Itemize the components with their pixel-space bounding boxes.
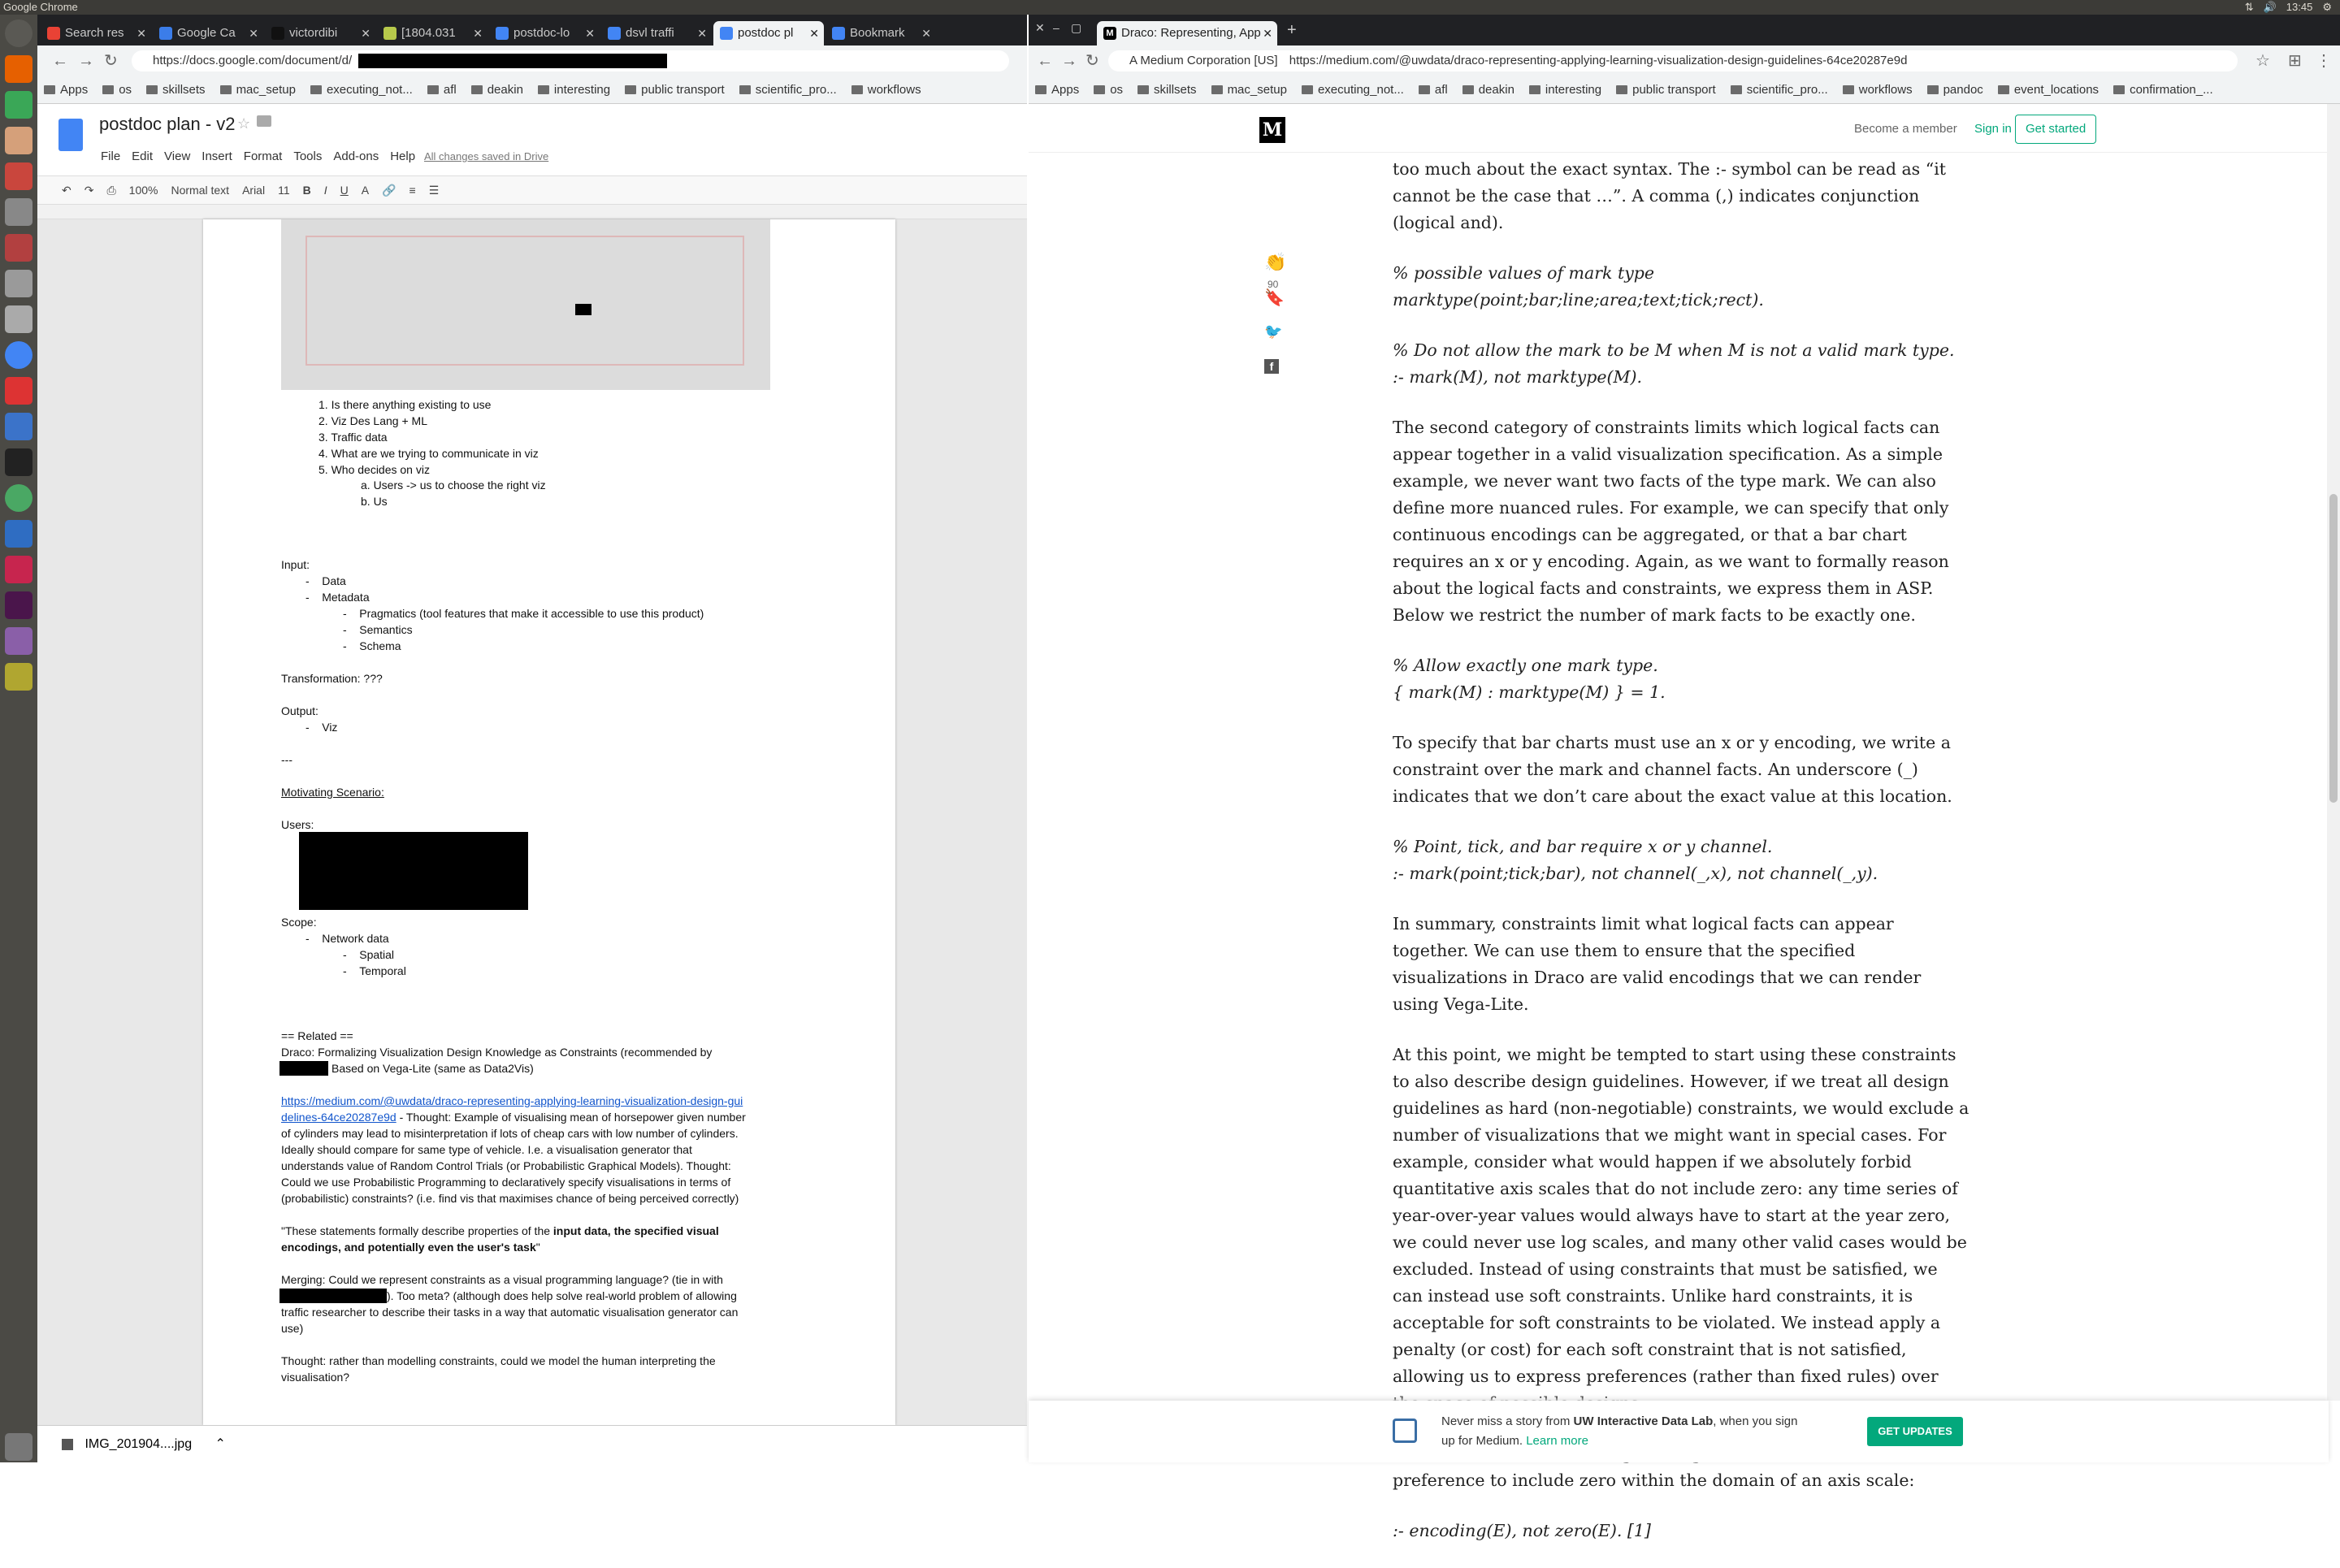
disk-icon[interactable] xyxy=(5,270,32,297)
folder-icon xyxy=(1616,85,1627,94)
draco-line2: Based on Vega-Lite (same as Data2Vis) xyxy=(332,1062,534,1075)
folder-icon xyxy=(310,85,322,94)
bookmark-label: workflows xyxy=(1858,83,1913,97)
facebook-icon[interactable]: f xyxy=(1264,359,1279,374)
code-line-5: :- encoding(E), not zero(E). [1] xyxy=(1393,1521,1651,1540)
docs-toolbar xyxy=(37,175,1027,205)
bookmark-label: Apps xyxy=(1051,83,1080,97)
redacted-merging xyxy=(280,1289,387,1303)
bookmark-10[interactable] xyxy=(852,83,921,97)
bookmark-label: public transport xyxy=(641,83,725,97)
scrollbar[interactable] xyxy=(2327,104,2340,1401)
left-tab-0[interactable] xyxy=(41,21,151,45)
app4-icon[interactable] xyxy=(5,556,32,583)
bookmark-10[interactable] xyxy=(1843,83,1913,97)
tab-favicon-icon xyxy=(47,27,60,40)
docs-logo-icon[interactable] xyxy=(58,119,83,151)
left-tab-label: postdoc pl xyxy=(738,26,794,40)
folder-icon xyxy=(471,85,483,94)
bookmark-3[interactable] xyxy=(220,83,296,97)
bookmark-label: os xyxy=(1110,83,1124,97)
text-color-icon[interactable]: A xyxy=(361,184,370,197)
tab-close-icon[interactable]: ✕ xyxy=(361,27,370,40)
bookmark-7[interactable] xyxy=(538,83,610,97)
folder-icon xyxy=(625,85,636,94)
menu-insert[interactable]: Insert xyxy=(202,149,232,163)
zoom-select[interactable]: 100% xyxy=(128,184,158,197)
bookmark-3[interactable] xyxy=(1211,83,1287,97)
bookmark-label: workflows xyxy=(867,83,921,97)
bookmark-label: confirmation_... xyxy=(2130,83,2213,97)
document-canvas xyxy=(37,219,1027,1425)
left-tab-label: dsvl traffi xyxy=(626,26,674,40)
font-select[interactable]: Arial xyxy=(242,184,266,197)
folder-icon xyxy=(739,85,751,94)
tab-close-icon[interactable]: ✕ xyxy=(585,27,595,40)
star-icon[interactable]: ☆ xyxy=(237,115,251,132)
ruler[interactable] xyxy=(37,205,1027,219)
right-toolbar xyxy=(1029,45,2340,76)
bookmark-label: public transport xyxy=(1632,83,1716,97)
tab-draco[interactable] xyxy=(1097,21,1277,45)
bookmark-12[interactable] xyxy=(1998,83,2099,97)
code-comment-1: % possible values of mark type xyxy=(1393,263,1655,283)
left-tab-label: Bookmark xyxy=(850,26,905,40)
italic-icon[interactable]: I xyxy=(323,184,327,197)
bookmark-label: afl xyxy=(443,83,457,97)
menu-format[interactable]: Format xyxy=(243,149,283,163)
folder-icon xyxy=(1094,85,1105,94)
quote-start: "These statements formally describe properties of the xyxy=(281,1224,553,1237)
redacted-name xyxy=(280,1061,328,1076)
bookmark-label: skillsets xyxy=(1154,83,1197,97)
menu-add-ons[interactable]: Add-ons xyxy=(333,149,379,163)
folder-icon xyxy=(1211,85,1223,94)
bookmark-label: executing_not... xyxy=(326,83,413,97)
left-tab-2[interactable] xyxy=(265,21,375,45)
bookmark-label: deakin xyxy=(487,83,523,97)
bookmark-1[interactable] xyxy=(102,83,132,97)
bookmark-9[interactable] xyxy=(1731,83,1828,97)
article-action-sidebar xyxy=(1264,252,1297,374)
save-status[interactable]: All changes saved in Drive xyxy=(424,150,549,162)
footer-text-3: up for Medium. xyxy=(1441,1434,1527,1448)
left-bookmarks-bar xyxy=(37,76,1027,104)
left-tab-label: [1804.031 xyxy=(401,26,456,40)
motivating-heading: Motivating Scenario: xyxy=(281,786,384,799)
paragraph-bar-charts: To specify that bar charts must use an x or y encoding, we write a constraint over the mark and channel facts. An underscore (_) indicates that we don’t care about the exact value at this location. xyxy=(1393,733,1952,806)
disk2-icon[interactable] xyxy=(5,305,32,333)
left-tab-4[interactable] xyxy=(489,21,600,45)
merging-line4: use) xyxy=(281,1322,304,1335)
drive-icon[interactable] xyxy=(5,198,32,226)
left-tab-6[interactable] xyxy=(713,21,824,45)
right-url: https://medium.com/@uwdata/draco-representing-applying-learning-visualization-design-guidelines-64ce20287e9d xyxy=(1289,54,1908,67)
redacted-users xyxy=(299,832,528,910)
bookmark-9[interactable] xyxy=(739,83,837,97)
medium-favicon-icon: M xyxy=(1103,27,1116,40)
clap-icon[interactable]: 👏90 xyxy=(1264,252,1287,291)
list-item: 5. Who decides on viz xyxy=(318,463,430,476)
medium-link-2[interactable]: delines-64ce20287e9d xyxy=(281,1111,396,1124)
medium-logo-icon[interactable]: M xyxy=(1259,117,1285,143)
bookmark-label: Apps xyxy=(60,83,89,97)
bold-icon[interactable]: B xyxy=(302,184,311,197)
files-icon[interactable] xyxy=(5,127,32,154)
scope-heading: Scope: xyxy=(281,916,317,929)
meta-pragmatics: Pragmatics (tool features that make it accessible to use this product) xyxy=(359,607,704,620)
quote-end: " xyxy=(535,1241,540,1254)
app5-icon[interactable] xyxy=(5,627,32,655)
right-address-bar[interactable] xyxy=(1108,50,2238,71)
list-icon[interactable]: ☰ xyxy=(428,183,440,197)
thought1-line3: Ideally should compare for same type of vehicle. I.e. a visualisation generator that xyxy=(281,1143,692,1156)
redo-icon[interactable]: ↷ xyxy=(84,183,94,197)
separator-dashes: --- xyxy=(281,753,292,766)
tab-favicon-icon xyxy=(832,27,845,40)
left-url: https://docs.google.com/document/d/ xyxy=(153,54,353,67)
bookmark-1[interactable] xyxy=(1094,83,1123,97)
scrollbar-thumb[interactable] xyxy=(2329,494,2338,803)
folder-icon xyxy=(102,85,114,94)
bookmark-label: pandoc xyxy=(1943,83,1983,97)
tab-close-icon[interactable]: ✕ xyxy=(809,27,819,40)
forward-icon[interactable]: → xyxy=(78,52,94,70)
uwdata-logo-icon xyxy=(1393,1419,1417,1443)
quote-bold2: encodings, and potentially even the user's task xyxy=(281,1241,536,1254)
merging-line2: ). Too meta? (although does help solve real-world problem of allowing xyxy=(387,1289,737,1302)
tab-favicon-icon xyxy=(496,27,509,40)
list-item: 4. What are we trying to communicate in viz xyxy=(318,447,539,460)
underline-icon[interactable]: U xyxy=(340,184,349,197)
app6-icon[interactable] xyxy=(5,663,32,691)
editor-icon[interactable] xyxy=(5,520,32,548)
twitter-icon[interactable]: 🐦 xyxy=(1264,323,1283,340)
downloads-bar xyxy=(37,1425,1027,1462)
tab-favicon-icon xyxy=(159,27,172,40)
trash-icon[interactable] xyxy=(5,1433,32,1461)
bookmark-label: deakin xyxy=(1478,83,1514,97)
thought1-line5: Could we use Probabilistic Programming to declaratively specify visualisations in terms of xyxy=(281,1176,731,1189)
tab-close-icon[interactable]: ✕ xyxy=(1263,27,1272,40)
folder-icon xyxy=(538,85,549,94)
folder-icon xyxy=(1731,85,1742,94)
left-toolbar xyxy=(37,45,1027,76)
reload-icon-right[interactable]: ↻ xyxy=(1086,52,1099,70)
numbered-list xyxy=(318,396,539,478)
thought1-line6: (probabilistic) constraints? (i.e. find vis that maximises chance of being perceived correctly) xyxy=(281,1192,739,1205)
security-label[interactable]: A Medium Corporation [US] xyxy=(1129,54,1278,67)
meta-schema: Schema xyxy=(359,639,401,652)
size-select[interactable]: 11 xyxy=(278,184,290,197)
bookmark-label: scientific_pro... xyxy=(1746,83,1828,97)
menu-file[interactable]: File xyxy=(101,149,121,163)
code-line-1: marktype(point;bar;line;area;text;tick;rect). xyxy=(1393,290,1764,310)
left-tab-1[interactable] xyxy=(153,21,263,45)
bookmark-13[interactable] xyxy=(2113,83,2213,97)
input-heading: Input: xyxy=(281,558,310,571)
left-address-bar[interactable] xyxy=(132,50,1009,71)
merging-line1: Merging: Could we represent constraints as a visual programming language? (tie in with xyxy=(281,1273,723,1286)
bookmark-8[interactable] xyxy=(1616,83,1716,97)
dash-icon[interactable] xyxy=(5,19,32,47)
left-tab-label: victordibi xyxy=(289,26,338,40)
docs-header xyxy=(37,104,1027,175)
left-tab-3[interactable] xyxy=(377,21,488,45)
left-tab-label: Search res xyxy=(65,26,124,40)
footer-text-1: Never miss a story from xyxy=(1441,1414,1574,1428)
menu-tools[interactable]: Tools xyxy=(293,149,323,163)
bookmark-6[interactable] xyxy=(471,83,523,97)
bookmark-label: executing_not... xyxy=(1317,83,1404,97)
list-item: 3. Traffic data xyxy=(318,431,388,444)
meta-semantics: Semantics xyxy=(359,623,413,636)
right-bookmarks-bar xyxy=(1029,76,2340,104)
doc-title[interactable]: postdoc plan - v2 xyxy=(99,114,236,134)
become-member-link[interactable]: Become a member xyxy=(1854,122,1957,136)
chevron-up-icon[interactable]: ⌃ xyxy=(214,1437,226,1451)
bookmark-label: os xyxy=(119,83,132,97)
folder-icon xyxy=(1529,85,1540,94)
tab-favicon-icon xyxy=(271,27,284,40)
extension-icon[interactable]: ⊞ xyxy=(2288,52,2302,70)
folder-icon xyxy=(44,85,55,94)
quote-bold1: input data, the specified visual xyxy=(552,1224,719,1237)
bookmark-2[interactable] xyxy=(146,83,206,97)
left-tab-5[interactable] xyxy=(601,21,712,45)
clap-count: 90 xyxy=(1268,279,1279,291)
undo-icon[interactable]: ↶ xyxy=(62,183,72,197)
input-data: Data xyxy=(322,574,346,587)
docs-icon[interactable] xyxy=(5,413,32,440)
transformation-line: Transformation: ??? xyxy=(281,672,383,685)
tab-draco-label: Draco: Representing, App xyxy=(1121,26,1261,40)
sublist-a: a. Users -> us to choose the right viz xyxy=(361,479,546,492)
sign-in-link[interactable]: Sign in xyxy=(1974,122,2012,136)
app2-icon[interactable] xyxy=(5,377,32,405)
left-tab-7[interactable] xyxy=(826,21,936,45)
bookmark-0[interactable] xyxy=(44,83,88,97)
slack-icon[interactable] xyxy=(5,591,32,619)
folder-icon xyxy=(1035,85,1046,94)
tab-favicon-icon xyxy=(384,27,396,40)
scope-spatial: Spatial xyxy=(359,948,395,961)
spreadsheet-icon[interactable] xyxy=(5,91,32,119)
download-item[interactable]: IMG_201904....jpg xyxy=(84,1437,193,1451)
get-started-button[interactable]: Get started xyxy=(2015,115,2096,144)
get-updates-button[interactable]: GET UPDATES xyxy=(1867,1417,1963,1446)
users-heading: Users: xyxy=(281,818,314,831)
bookmark-6[interactable] xyxy=(1462,83,1514,97)
folder-icon xyxy=(1462,85,1474,94)
draco-line1: Draco: Formalizing Visualization Design Knowledge as Constraints (recommended by xyxy=(281,1046,713,1059)
footer-text-2: , when you sign xyxy=(1713,1414,1798,1428)
system-tray xyxy=(2245,0,2332,15)
bookmark-4[interactable] xyxy=(1302,83,1404,97)
paragraph-second-category: The second category of constraints limits which logical facts can appear together in a valid visualization specification. As a simple example, we never want two facts of the type mark. We can also define more nuanced rules. For example, we can specify that only continuous encodings can be aggregated, or that a bar chart requires an x or y encoding. Again, as we want to formally reason about the logical facts and constraints, we express them in ASP. Below we restrict the number of mark facts to be exactly one. xyxy=(1393,418,1949,625)
bookmark-0[interactable] xyxy=(1035,83,1079,97)
paragraph-asp-code: preference to include zero within the domain of an axis scale: xyxy=(1393,1471,1915,1490)
code-line-4: :- mark(point;tick;bar), not channel(_,x), not channel(_,y). xyxy=(1393,864,1878,883)
output-heading: Output: xyxy=(281,704,318,717)
menu-icon[interactable]: ⋮ xyxy=(2316,52,2332,70)
input-metadata: Metadata xyxy=(322,591,370,604)
system-top-bar xyxy=(0,0,2340,15)
menu-view[interactable]: View xyxy=(164,149,191,163)
sublist-b: b. Us xyxy=(361,495,388,508)
bookmark-label: skillsets xyxy=(162,83,206,97)
medium-footer-banner xyxy=(1029,1401,2329,1462)
whiteboard-image[interactable] xyxy=(281,219,770,390)
bookmark-7[interactable] xyxy=(1529,83,1601,97)
left-browser-window xyxy=(37,15,1027,1462)
thought2-line1: Thought: rather than modelling constraints, could we model the human interpreting the xyxy=(281,1354,716,1367)
app3-icon[interactable] xyxy=(5,484,32,512)
window-min-icon[interactable]: – xyxy=(1053,21,1060,34)
folder-icon xyxy=(220,85,232,94)
back-icon[interactable]: ← xyxy=(52,52,68,70)
folder-icon xyxy=(1302,85,1313,94)
window-close-icon[interactable]: ✕ xyxy=(1035,21,1045,34)
bookmark-8[interactable] xyxy=(625,83,725,97)
folder-icon xyxy=(1998,85,2009,94)
left-tab-label: Google Ca xyxy=(177,26,236,40)
medium-link-1[interactable]: https://medium.com/@uwdata/draco-representing-applying-learning-visualization-design-gui xyxy=(281,1094,743,1107)
back-icon-right[interactable]: ← xyxy=(1037,52,1053,70)
tab-close-icon[interactable]: ✕ xyxy=(249,27,258,40)
thought1-start: - Thought: Example of visualising mean of horsepower given number xyxy=(396,1111,746,1124)
bookmark-label: interesting xyxy=(553,83,611,97)
folder-icon xyxy=(1419,85,1430,94)
chrome-icon[interactable] xyxy=(5,341,32,369)
align-icon[interactable]: ≡ xyxy=(409,184,416,197)
power-icon[interactable]: ⚙ xyxy=(2322,1,2332,13)
medium-header xyxy=(1029,104,2329,153)
bookmark-2[interactable] xyxy=(1138,83,1197,97)
window-title: Google Chrome xyxy=(3,1,78,13)
terminal-icon[interactable] xyxy=(5,448,32,476)
forward-icon-right[interactable]: → xyxy=(1061,52,1077,70)
thought1-line4: understands value of Random Control Trials (or Probabilistic Graphical Models). Thought: xyxy=(281,1159,731,1172)
tab-close-icon[interactable]: ✕ xyxy=(921,27,931,40)
network-icon[interactable]: ⇅ xyxy=(2244,1,2254,13)
left-tab-label: postdoc-lo xyxy=(514,26,570,40)
thought2-line2: visualisation? xyxy=(281,1371,350,1384)
docs-menu-bar xyxy=(101,149,415,163)
link-icon[interactable]: 🔗 xyxy=(382,183,396,197)
list-item: 1. Is there anything existing to use xyxy=(318,398,492,411)
code-line-3: { mark(M) : marktype(M) } = 1. xyxy=(1393,682,1666,702)
firefox-icon[interactable] xyxy=(5,55,32,83)
code-comment-4: % Point, tick, and bar require x or y channel. xyxy=(1393,837,1773,856)
redacted-url xyxy=(358,54,667,68)
clock[interactable]: 13:45 xyxy=(2286,1,2313,13)
paragraph-syntax: too much about the exact syntax. The :- symbol can be read as “it cannot be the case that …”. A comma (,) indicates conjunction (logical and). xyxy=(1393,159,1946,232)
right-tab-strip xyxy=(1029,15,2340,45)
tool-icon[interactable] xyxy=(5,162,32,190)
bookmark-label: mac_setup xyxy=(1227,83,1287,97)
bookmark-label: mac_setup xyxy=(236,83,296,97)
bookmark-4[interactable] xyxy=(310,83,413,97)
bookmark-label: afl xyxy=(1434,83,1448,97)
folder-icon xyxy=(1843,85,1854,94)
folder-icon[interactable] xyxy=(257,115,271,127)
tab-close-icon[interactable]: ✕ xyxy=(697,27,707,40)
menu-help[interactable]: Help xyxy=(390,149,416,163)
app-icon[interactable] xyxy=(5,234,32,262)
bookmark-star-icon[interactable]: ☆ xyxy=(2256,52,2270,70)
list-item: 2. Viz Des Lang + ML xyxy=(318,414,427,427)
right-browser-window xyxy=(1029,15,2340,1540)
folder-icon xyxy=(1927,85,1939,94)
thought1-line2: of cylinders may lead to misinterpretation if lots of cheap cars with low number of cylinders. xyxy=(281,1127,739,1140)
image-file-icon xyxy=(62,1439,73,1450)
launcher xyxy=(0,15,37,1462)
reload-icon[interactable]: ↻ xyxy=(104,52,118,70)
folder-icon xyxy=(427,85,439,94)
footer-org: UW Interactive Data Lab xyxy=(1573,1414,1714,1428)
folder-icon xyxy=(852,85,863,94)
tab-favicon-icon xyxy=(608,27,621,40)
code-comment-3: % Allow exactly one mark type. xyxy=(1393,656,1658,675)
bookmark-5[interactable] xyxy=(1419,83,1448,97)
left-tab-strip xyxy=(37,15,1027,45)
document-page[interactable]: 1. Is there anything existing to use 2. Viz Des Lang + ML 3. Traffic data 4. What are we trying to communicate in viz 5. Who decides on viz a. Users -> us to choose the right viz b. Us Input: - Data - Metadata - Pragmatics (tool features that make it accessible to use this product) - Semantics - Schema Transformation: ??? Output: - Viz --- Motivating Scenario: Users: Scope: - Network data - Spatial - Temporal == Related == Draco: Formalizing Visualization Design Knowledge as Constraints (recommended by Based on Vega-Lite (same as Data2Vis) https://medium.com/@uwdata/draco-representing-applying-learning-visualization-design-gui delines-64ce20287e9d - Thought: Example of visualising mean of horsepower given number of cylinders may lead to misinterpretation if lots of cheap cars with low number of cylinders. Ideally should compare for same type of vehicle. I.e. a visualisation generator that understands value of Random Control Trials (or Probabilistic Graphical Models). Thought: Could we use Probabilistic Programming to declaratively specify visualisations in terms of (probabilistic) constraints? (i.e. find vis that maximises chance of being perceived correctly) "These statements formally describe properties of the input data, the specified visual encodings, and potentially even the user's task" Merging: Could we represent constraints as a visual programming language? (tie in with ). Too meta? (although does help solve real-world problem of allowing traffic researcher to describe their tasks in a way that automatic visualisation generator can use) Thought: rather than modelling constraints, could we model the human interpreting the visualisation? xyxy=(203,219,895,1425)
folder-icon xyxy=(2113,85,2125,94)
tab-close-icon[interactable]: ✕ xyxy=(136,27,146,40)
volume-icon[interactable]: 🔊 xyxy=(2263,1,2277,13)
scope-temporal: Temporal xyxy=(359,964,406,977)
code-line-2: :- mark(M), not marktype(M). xyxy=(1393,367,1643,387)
menu-edit[interactable]: Edit xyxy=(132,149,154,163)
bookmark-11[interactable] xyxy=(1927,83,1983,97)
paragraph-soft-constraints: At this point, we might be tempted to start using these constraints to also describe design guidelines. However, if we treat all design guidelines as hard (non-negotiable) constraints, we would exclude a number of visualizations that we might want in special cases. For example, consider what would happen if we absolutely forbid quantitative axis scales that do not include zero: any time series of year-over-year values would always have to start at the year zero, we could never use log scales, and many other valid cases would be excluded. Instead of using constraints that must be satisfied, we can instead use soft constraints. Unlike hard constraints, it is acceptable for soft constraints to be violated. We instead apply a penalty (or cost) for each soft constraint that is not satisfied, allowing us to express preferences (rather than fixed rules) over xyxy=(1393,1045,1970,1386)
paragraph-summary: In summary, constraints limit what logical facts can appear together. We can use them to ensure that the specified visualizations in Draco are valid encodings that we can render using Vega-Lite. xyxy=(1393,914,1922,1014)
output-viz: Viz xyxy=(322,721,338,734)
bookmark-label: event_locations xyxy=(2013,83,2100,97)
tab-close-icon[interactable]: ✕ xyxy=(473,27,483,40)
scope-network: Network data xyxy=(322,932,389,945)
new-tab-icon[interactable]: + xyxy=(1287,21,1297,39)
article-body xyxy=(1393,158,1970,1568)
print-icon[interactable]: ⎙ xyxy=(106,183,116,197)
bookmark-icon[interactable]: 🔖 xyxy=(1264,289,1285,307)
tab-favicon-icon xyxy=(720,27,733,40)
bookmark-5[interactable] xyxy=(427,83,457,97)
window-max-icon[interactable]: ▢ xyxy=(1071,21,1082,34)
folder-icon xyxy=(146,85,158,94)
merging-line3: traffic researcher to describe their tasks in a way that automatic visualisation generator can xyxy=(281,1306,739,1319)
code-comment-2: % Do not allow the mark to be M when M is not a valid mark type. xyxy=(1393,340,1955,360)
bookmark-label: scientific_pro... xyxy=(755,83,837,97)
style-select[interactable]: Normal text xyxy=(171,184,230,197)
related-heading: == Related == xyxy=(281,1029,353,1042)
folder-icon xyxy=(1138,85,1149,94)
learn-more-link[interactable]: Learn more xyxy=(1526,1434,1588,1448)
bookmark-label: interesting xyxy=(1545,83,1602,97)
redacted-box xyxy=(575,304,592,315)
